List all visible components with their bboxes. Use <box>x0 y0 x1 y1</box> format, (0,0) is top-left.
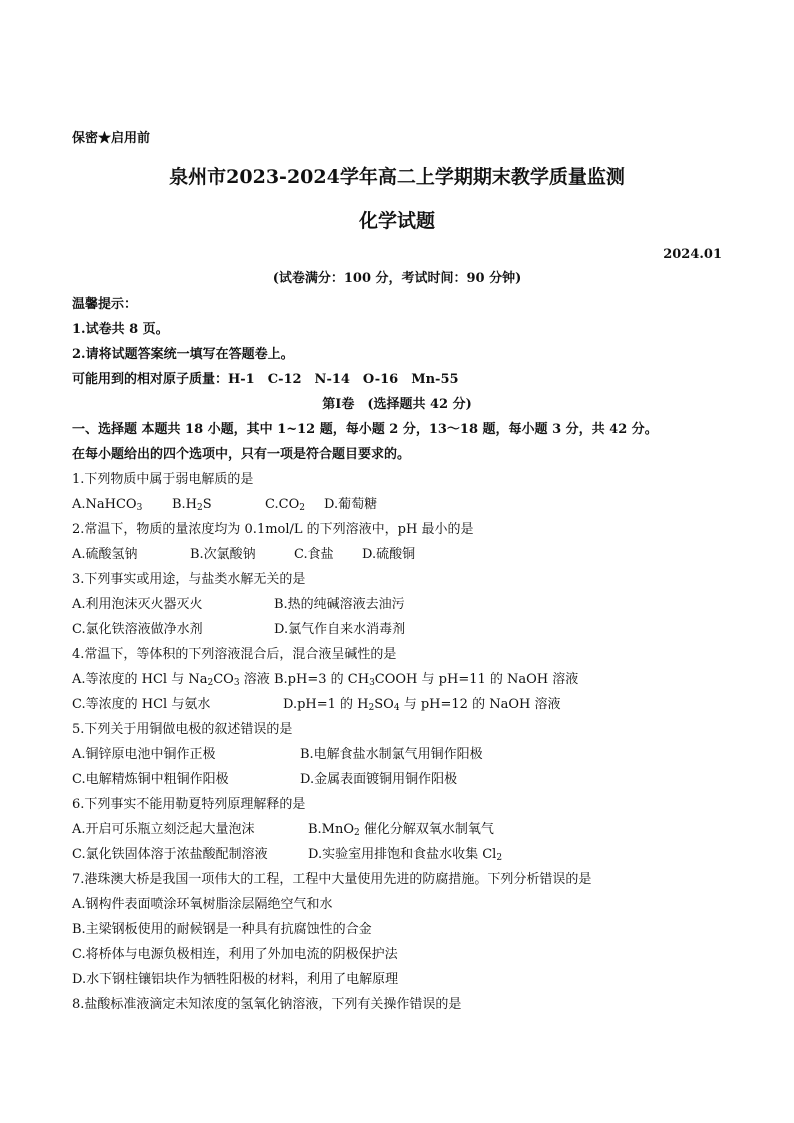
option-b: B.热的纯碱溶液去油污 <box>274 597 405 612</box>
option-a: A.NaHCO$_3$ <box>72 497 143 513</box>
option-b: B.电解食盐水制氯气用铜作阳极 <box>300 747 483 762</box>
section-instruction: 在每小题给出的四个选项中，只有一项是符合题目要求的。 <box>72 447 411 462</box>
exam-title: 泉州市2023-2024学年高二上学期期末教学质量监测 <box>169 166 625 188</box>
option-a: A.开启可乐瓶立刻泛起大量泡沫 <box>72 822 255 837</box>
option-c: C.氯化铁固体溶于浓盐酸配制溶液 <box>72 847 268 862</box>
option-b: B.次氯酸钠 <box>190 547 256 562</box>
question-stem: 6.下列事实不能用勒夏特列原理解释的是 <box>72 797 306 812</box>
question-stem: 3.下列事实或用途，与盐类水解无关的是 <box>72 572 306 587</box>
option-d: D.实验室用排饱和食盐水收集 $Cl_2$ <box>308 847 503 863</box>
question-stem: 8.盐酸标准液滴定未知浓度的氢氧化钠溶液，下列有关操作错误的是 <box>72 997 462 1012</box>
option-d: D.pH=1 的 $H_2SO_4$ 与 pH=12 的 NaOH 溶液 <box>283 697 561 713</box>
option-b: B.主梁钢板使用的耐候钢是一种具有抗腐蚀性的合金 <box>72 922 372 937</box>
section-instruction: 一、选择题 本题共 18 小题，其中 1~12 题，每小题 2 分，13～18 题，每小题 3 分，共 42 分。 <box>72 422 658 437</box>
option-c: C.电解精炼铜中粗铜作阳极 <box>72 772 229 787</box>
tips-heading: 温馨提示： <box>72 297 138 312</box>
option-c: $C.CO_2$ <box>265 497 305 513</box>
part1-heading: 第Ⅰ卷 (选择题共 42 分) <box>322 397 472 412</box>
question-stem: 4.常温下，等体积的下列溶液混合后，混合液呈碱性的是 <box>72 647 397 662</box>
question-stem: 7.港珠澳大桥是我国一项伟大的工程，工程中大量使用先进的防腐措施。下列分析错误的是 <box>72 872 592 887</box>
question-stem: 5.下列关于用铜做电极的叙述错误的是 <box>72 722 293 737</box>
option-d: D.葡萄糖 <box>324 497 378 512</box>
exam-date: 2024.01 <box>663 247 722 262</box>
option-a: A.铜锌原电池中铜作正极 <box>72 747 216 762</box>
option-a: A.硫酸氢钠 <box>72 547 138 562</box>
option-a: A.等浓度的 HCl 与 $Na_2CO_3$ 溶液 <box>72 672 270 688</box>
tip-item: 2.请将试题答案统一填写在答题卷上。 <box>72 347 294 362</box>
option-b: B.pH=3 的 $CH_3COOH$ 与 pH=11 的 NaOH 溶液 <box>274 672 579 688</box>
option-d: D.水下钢柱镶铝块作为牺牲阳极的材料，利用了电解原理 <box>72 972 399 987</box>
subject-title: 化学试题 <box>358 210 435 232</box>
option-c: C.食盐 <box>294 547 334 562</box>
option-d: D.氯气作自来水消毒剂 <box>274 622 406 637</box>
confidential-mark: 保密★启用前 <box>72 131 151 146</box>
exam-info: (试卷满分：100 分，考试时间：90 分钟) <box>272 271 522 286</box>
option-b: $B.H_2S$ <box>172 497 212 513</box>
option-a: A.利用泡沫灭火器灭火 <box>72 597 203 612</box>
question-stem: 2.常温下，物质的量浓度均为 0.1mol/L 的下列溶液中，pH 最小的是 <box>72 522 474 537</box>
tip-item: 1.试卷共 8 页。 <box>72 322 169 337</box>
option-c: C.等浓度的 HCl 与氨水 <box>72 697 211 712</box>
atomic-masses: 可能用到的相对原子质量：H-1 C-12 N-14 O-16 Mn-55 <box>72 372 459 387</box>
option-c: C.将桥体与电源负极相连，利用了外加电流的阴极保护法 <box>72 947 398 962</box>
option-d: D.金属表面镀铜用铜作阳极 <box>300 772 458 787</box>
question-stem: 1.下列物质中属于弱电解质的是 <box>72 472 254 487</box>
option-a: A.钢构件表面喷涂环氧树脂涂层隔绝空气和水 <box>72 897 333 912</box>
option-d: D.硫酸铜 <box>362 547 416 562</box>
option-b: B.MnO$_2$ 催化分解双氧水制氧气 <box>308 822 494 838</box>
option-c: C.氯化铁溶液做净水剂 <box>72 622 203 637</box>
